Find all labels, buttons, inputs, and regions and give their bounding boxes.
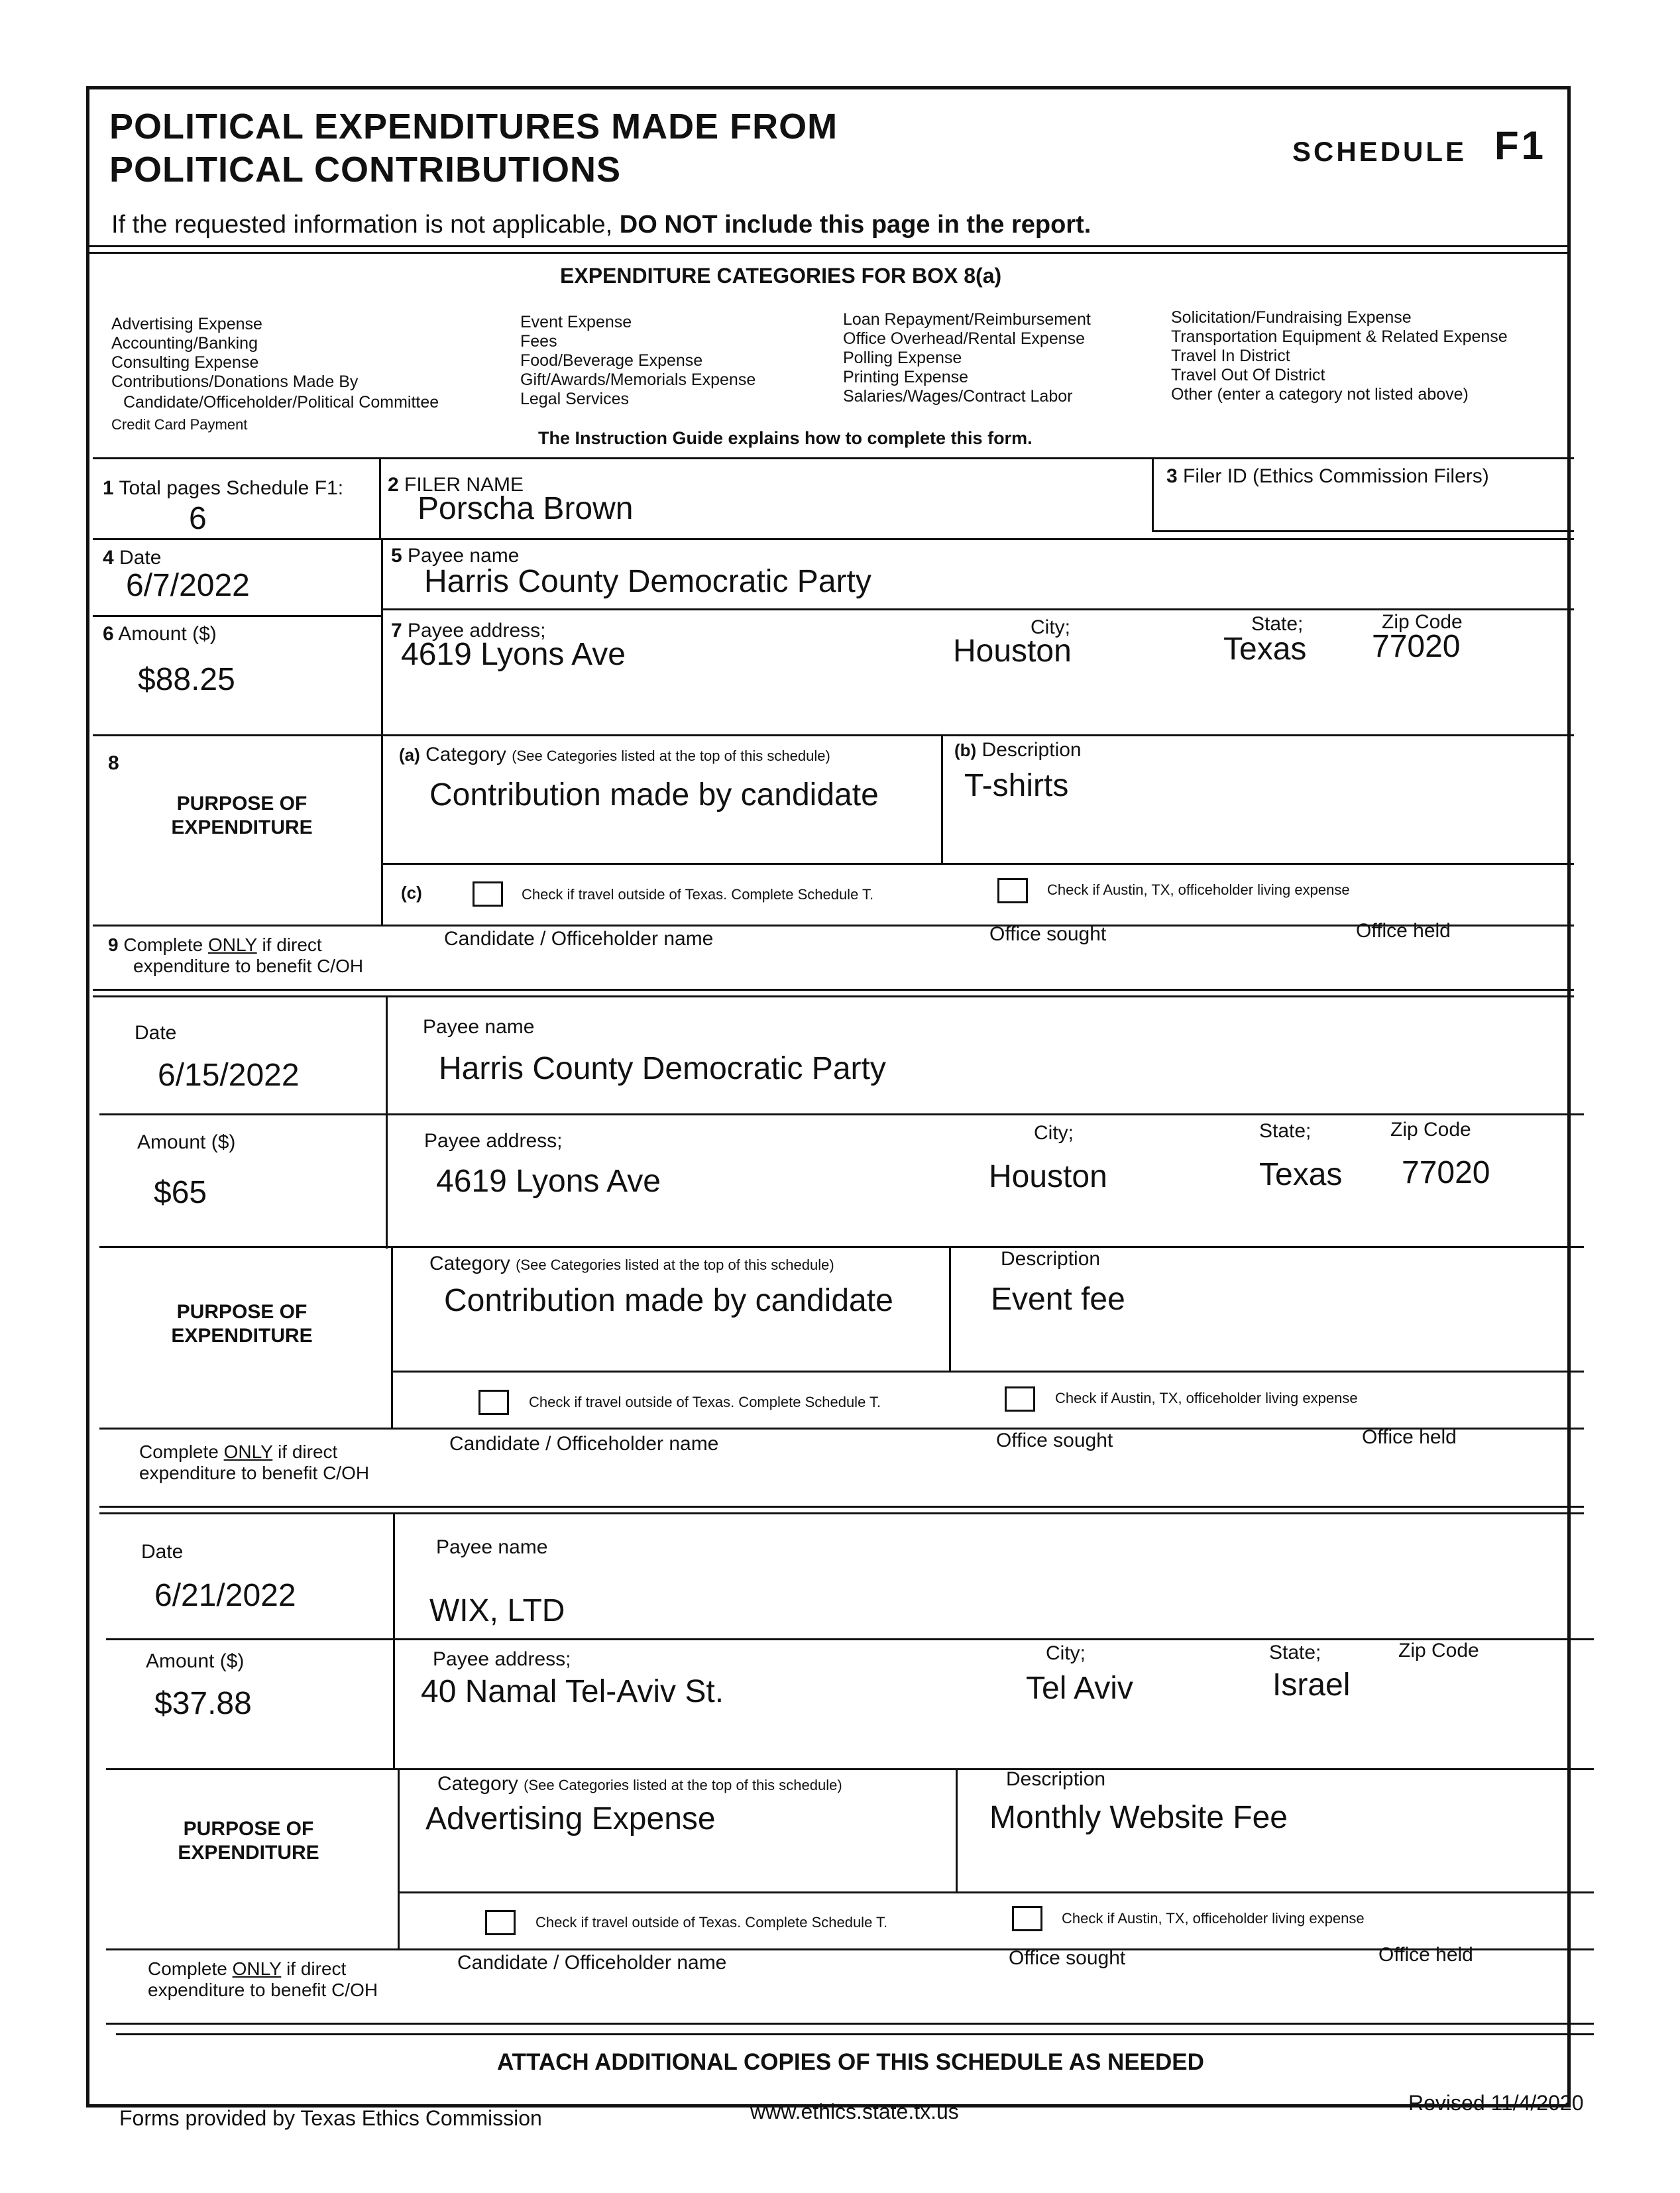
label-text: Complete: [139, 1441, 219, 1462]
footer-website[interactable]: www.ethics.state.tx.us: [750, 2100, 959, 2123]
category-item: Printing Expense: [843, 368, 969, 386]
total-pages-value[interactable]: 6: [189, 501, 207, 536]
filer-id-label: [1166, 465, 1489, 488]
category-item: Consulting Expense: [111, 353, 259, 372]
entry2-zip-label: Zip Code: [1390, 1119, 1471, 1141]
schedule-label: SCHEDULE: [1292, 136, 1467, 167]
entry2-payee-name-value[interactable]: Harris County Democratic Party: [439, 1051, 886, 1086]
field-number: 3: [1166, 465, 1178, 487]
entry1-description-label: [954, 739, 1082, 761]
entry1-purpose-bottom: [93, 925, 1574, 927]
entry1-desc-divider: [941, 734, 943, 864]
note-emphasis: DO NOT include this page in the report.: [619, 211, 1092, 239]
category-item: Food/Beverage Expense: [520, 351, 703, 370]
field-number: 4: [103, 547, 114, 569]
entry2-desc-divider: [949, 1246, 951, 1372]
category-item: Legal Services: [520, 390, 629, 408]
entry1-zip-value[interactable]: 77020: [1372, 629, 1461, 664]
category-item: Polling Expense: [843, 349, 962, 367]
entry2-end-line: [99, 1506, 1584, 1508]
entry1-payee-name-value[interactable]: Harris County Democratic Party: [424, 564, 871, 599]
category-item: Salaries/Wages/Contract Labor: [843, 387, 1073, 406]
entry1-col-divider: [381, 538, 383, 742]
entry3-state-label: State;: [1269, 1642, 1321, 1663]
label-text: ONLY: [207, 934, 257, 955]
form-title-line1: POLITICAL EXPENDITURES MADE FROM: [109, 107, 838, 146]
category-col1: [111, 315, 439, 434]
field-number: 5: [391, 545, 402, 567]
entry1-office-held-label: Office held: [1356, 920, 1451, 942]
entry3-amount-label: Amount ($): [146, 1650, 245, 1672]
entry2-amount-label: Amount ($): [137, 1131, 236, 1153]
entry2-office-held-label: Office held: [1362, 1426, 1457, 1448]
schedule-code: F1: [1494, 123, 1547, 168]
entry1-travel-check-label: Check if travel outside of Texas. Complete Schedule T.: [522, 886, 874, 903]
entry2-date-label: Date: [135, 1022, 177, 1044]
label-text: Category: [425, 744, 506, 765]
entry2-date-value[interactable]: 6/15/2022: [158, 1058, 300, 1093]
entry2-payee-name-label: Payee name: [423, 1016, 535, 1038]
category-item: Travel In District: [1171, 347, 1290, 365]
field-number: 2: [388, 474, 399, 496]
entry2-austin-checkbox[interactable]: [1005, 1386, 1035, 1412]
entry2-amount-value[interactable]: $65: [154, 1175, 207, 1210]
category-col4: [1171, 308, 1508, 404]
entry1-date-bottom: [93, 615, 381, 617]
entry2-col-divider: [386, 995, 388, 1249]
entry2-city-label: City;: [1034, 1122, 1074, 1144]
filer-id-text: Filer ID (Ethics Commission Filers): [1183, 465, 1489, 487]
entry3-austin-checkbox[interactable]: [1012, 1906, 1042, 1931]
entry3-amount-value[interactable]: $37.88: [154, 1686, 252, 1721]
entry1-state-label: State;: [1251, 613, 1304, 635]
entry2-purpose-bottom: [99, 1428, 1584, 1430]
label-text: Payee address;: [408, 620, 546, 642]
entry3-purpose-heading: PURPOSE OF EXPENDITURE: [178, 1818, 319, 1864]
categories-heading: EXPENDITURE CATEGORIES FOR BOX 8(a): [560, 264, 1002, 288]
entry3-address-label: Payee address;: [433, 1648, 571, 1670]
entry3-city-label: City;: [1046, 1642, 1086, 1664]
entry3-travel-check-label: Check if travel outside of Texas. Complete Schedule T.: [535, 1914, 888, 1931]
label-text: expenditure to benefit C/OH: [133, 956, 364, 976]
entry1-complete-only-note: [108, 934, 363, 977]
entry3-date-label: Date: [141, 1541, 184, 1563]
entry1-item-number: 8: [108, 752, 119, 774]
entry1-purpose-heading: PURPOSE OF EXPENDITURE: [171, 793, 313, 838]
entry1-description-value[interactable]: T-shirts: [964, 768, 1069, 803]
entry3-state-value[interactable]: Israel: [1272, 1667, 1351, 1703]
entry3-category-bottom: [398, 1891, 1594, 1893]
entry2-complete-only-note: [139, 1441, 369, 1484]
entry3-col-divider: [393, 1512, 395, 1770]
category-item: Travel Out Of District: [1171, 366, 1325, 384]
label-text: ONLY: [223, 1441, 273, 1462]
category-item: Loan Repayment/Reimbursement: [843, 310, 1091, 329]
field-number: 1: [103, 477, 114, 499]
entry1-office-sought-label: Office sought: [989, 923, 1107, 945]
entry1-austin-checkbox[interactable]: [997, 878, 1028, 903]
entry1-end-line-2: [93, 995, 1574, 997]
label-text: Complete: [123, 934, 203, 955]
label-text: if direct: [278, 1441, 338, 1462]
entry1-zip-label: Zip Code: [1382, 611, 1463, 633]
category-item: Accounting/Banking: [111, 334, 258, 353]
label-hint: (See Categories listed at the top of this schedule): [524, 1777, 842, 1793]
entry3-end-line: [106, 2023, 1594, 2025]
category-item: Contributions/Donations Made By: [111, 372, 359, 391]
field-number: 7: [391, 620, 402, 642]
header-divider: [86, 245, 1571, 247]
entry3-zip-label: Zip Code: [1398, 1640, 1479, 1661]
label-text: Category: [437, 1773, 518, 1795]
category-item: Solicitation/Fundraising Expense: [1171, 308, 1412, 327]
label-text: Description: [981, 739, 1082, 761]
field-number: (a): [399, 745, 420, 765]
category-col2: [520, 313, 756, 409]
entry2-purpose-heading: PURPOSE OF EXPENDITURE: [171, 1301, 313, 1347]
label-text: Payee name: [408, 545, 520, 567]
entry1-category-label: [399, 744, 830, 766]
label-text: expenditure to benefit C/OH: [148, 1980, 378, 2000]
attach-top-line: [116, 2033, 1594, 2035]
filer-name-value[interactable]: Porscha Brown: [418, 491, 634, 526]
entry2-category-label: [429, 1253, 834, 1275]
filer-divider-2: [1152, 457, 1154, 532]
category-col3: [843, 310, 1091, 406]
filer-name-text: FILER NAME: [404, 474, 524, 496]
entry1-date-label: [103, 547, 161, 569]
entry1-top-line: [93, 538, 1574, 540]
entry1-purpose-col-divider: [381, 734, 383, 927]
entry3-payee-bottom: [106, 1638, 1594, 1640]
filer-divider-1: [379, 457, 381, 538]
entry3-city-value[interactable]: Tel Aviv: [1026, 1671, 1133, 1706]
entry2-state-value[interactable]: Texas: [1259, 1157, 1343, 1192]
category-item: Office Overhead/Rental Expense: [843, 329, 1086, 348]
entry2-payee-bottom: [99, 1113, 1584, 1115]
entry1-category-bottom: [381, 863, 1574, 865]
total-pages-text: Total pages Schedule F1:: [119, 477, 344, 499]
label-text: Category: [429, 1253, 510, 1274]
entry3-category-value[interactable]: Advertising Expense: [425, 1801, 716, 1836]
total-pages-label: [103, 477, 343, 500]
label-text: Complete: [148, 1958, 227, 1979]
entry3-office-sought-label: Office sought: [1009, 1947, 1126, 1969]
label-text: Date: [119, 547, 162, 569]
category-item: Transportation Equipment & Related Expense: [1171, 327, 1508, 346]
entry3-payee-name-label: Payee name: [436, 1536, 548, 1558]
entry3-austin-check-label: Check if Austin, TX, officeholder living expense: [1062, 1910, 1365, 1927]
label-text: ONLY: [232, 1958, 282, 1979]
entry3-address-value[interactable]: 40 Namal Tel-Aviv St.: [421, 1674, 724, 1709]
entry3-category-label: [437, 1773, 842, 1795]
entry3-complete-only-note: [148, 1958, 378, 2001]
entry1-city-value[interactable]: Houston: [953, 634, 1072, 669]
label-text: expenditure to benefit C/OH: [139, 1463, 370, 1483]
entry1-date-value[interactable]: 6/7/2022: [126, 568, 250, 603]
attach-copies-notice: ATTACH ADDITIONAL COPIES OF THIS SCHEDULE AS NEEDED: [497, 2049, 1204, 2075]
entry1-amount-value[interactable]: $88.25: [138, 662, 235, 697]
form-title-line2: POLITICAL CONTRIBUTIONS: [109, 150, 621, 190]
entry3-description-label: Description: [1006, 1768, 1106, 1790]
footer-revised: Revised 11/4/2020: [1408, 2091, 1584, 2115]
entry1-travel-checkbox[interactable]: [473, 881, 503, 907]
entry3-candidate-name-label: Candidate / Officeholder name: [457, 1952, 727, 1974]
category-item: Event Expense: [520, 313, 632, 331]
filer-top-line: [93, 457, 1574, 459]
label-text: if direct: [286, 1958, 347, 1979]
entry2-austin-check-label: Check if Austin, TX, officeholder living expense: [1055, 1390, 1358, 1406]
entry3-payee-name-value[interactable]: WIX, LTD: [429, 1593, 565, 1628]
entry3-amount-bottom: [106, 1768, 1594, 1770]
entry2-purpose-col-divider: [391, 1246, 393, 1429]
entry1-payee-bottom: [381, 608, 1574, 610]
entry2-description-value[interactable]: Event fee: [991, 1282, 1125, 1317]
entry2-state-label: State;: [1259, 1120, 1312, 1142]
entry1-sub-c: (c): [401, 883, 422, 903]
header-divider-2: [86, 252, 1571, 254]
category-item: Other (enter a category not listed above): [1171, 385, 1469, 404]
entry2-address-label: Payee address;: [424, 1130, 563, 1152]
entry1-candidate-name-label: Candidate / Officeholder name: [444, 928, 714, 950]
category-item: Advertising Expense: [111, 315, 262, 333]
entry3-travel-checkbox[interactable]: [485, 1910, 516, 1935]
filer-id-bottom: [1152, 530, 1574, 532]
entry1-address-value[interactable]: 4619 Lyons Ave: [401, 637, 626, 672]
entry2-travel-checkbox[interactable]: [478, 1390, 509, 1415]
entry1-amount-bottom: [93, 734, 1574, 736]
instruction-guide-note: The Instruction Guide explains how to complete this form.: [538, 428, 1033, 448]
entry3-purpose-bottom: [106, 1948, 1594, 1950]
entry2-category-value[interactable]: Contribution made by candidate: [444, 1283, 893, 1318]
entry1-category-value[interactable]: Contribution made by candidate: [429, 777, 879, 813]
entry2-address-value[interactable]: 4619 Lyons Ave: [436, 1164, 661, 1199]
category-item: Gift/Awards/Memorials Expense: [520, 370, 756, 389]
field-number: (b): [954, 740, 977, 760]
entry2-zip-value[interactable]: 77020: [1402, 1155, 1490, 1190]
entry1-state-value[interactable]: Texas: [1223, 632, 1307, 667]
entry2-amount-bottom: [99, 1246, 1584, 1248]
label-hint: (See Categories listed at the top of this schedule): [512, 748, 830, 764]
entry1-end-line: [93, 989, 1574, 991]
entry2-category-bottom: [391, 1371, 1584, 1373]
entry3-desc-divider: [956, 1768, 958, 1893]
entry2-travel-check-label: Check if travel outside of Texas. Complete Schedule T.: [529, 1394, 881, 1410]
entry1-city-label: City;: [1031, 616, 1070, 638]
category-item: Fees: [520, 332, 557, 351]
entry1-amount-label: [103, 623, 217, 646]
category-item: Credit Card Payment: [111, 416, 248, 433]
category-item: Candidate/Officeholder/Political Committee: [123, 393, 439, 412]
entry3-date-value[interactable]: 6/21/2022: [154, 1578, 296, 1613]
entry2-candidate-name-label: Candidate / Officeholder name: [449, 1433, 719, 1455]
note-prefix: If the requested information is not applicable,: [111, 211, 613, 239]
label-hint: (See Categories listed at the top of this schedule): [516, 1257, 834, 1273]
entry2-end-line-2: [99, 1512, 1584, 1514]
entry2-office-sought-label: Office sought: [996, 1430, 1113, 1451]
entry2-city-value[interactable]: Houston: [989, 1159, 1107, 1194]
entry1-austin-check-label: Check if Austin, TX, officeholder living expense: [1047, 881, 1350, 898]
applicability-note: [111, 211, 1091, 239]
entry3-purpose-col-divider: [398, 1768, 400, 1950]
label-text: if direct: [262, 934, 322, 955]
entry3-office-held-label: Office held: [1378, 1944, 1473, 1966]
field-number: 9: [108, 934, 119, 955]
entry3-description-value[interactable]: Monthly Website Fee: [989, 1800, 1288, 1835]
field-number: 6: [103, 623, 114, 645]
entry2-description-label: Description: [1001, 1248, 1101, 1270]
label-text: Amount ($): [118, 623, 217, 645]
footer-provided-by: Forms provided by Texas Ethics Commission: [119, 2106, 542, 2130]
